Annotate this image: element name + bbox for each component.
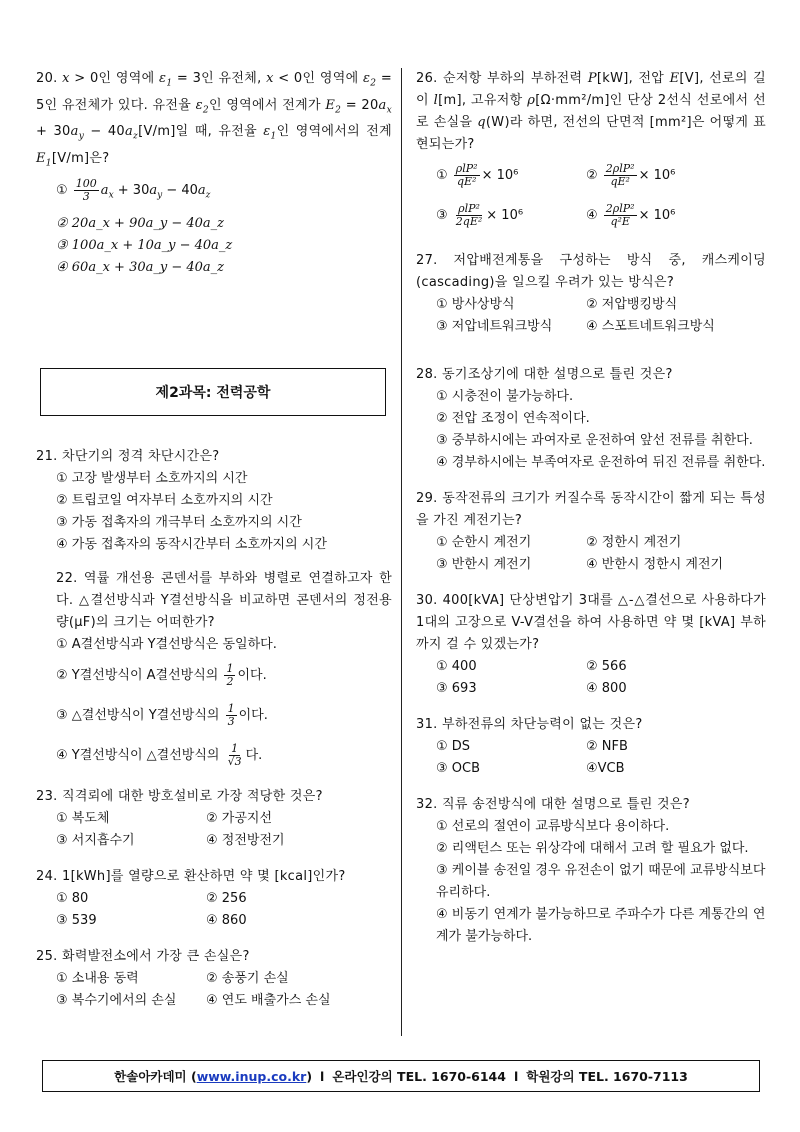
question-26-text: 26. 순저항 부하의 부하전력 P[kW], 전압 E[V], 선로의 길이 l[m], 고유저항 ρ[Ω·mm²/m]인 단상 2선식 선로에서 선로 손실을 q(W)라 하면, 전선의 단면적 [mm²]은 어떻게 표현되는가? xyxy=(416,71,767,152)
question-32-text: 32. 직류 송전방식에 대한 설명으로 틀린 것은? xyxy=(416,797,690,812)
q28-option-2: ② 전압 조정이 연속적이다. xyxy=(436,411,590,426)
q32-option-1: ① 선로의 절연이 교류방식보다 용이하다. xyxy=(436,819,670,834)
question-31 xyxy=(416,714,766,780)
q31-option-3: ③ OCB xyxy=(436,761,481,776)
question-30 xyxy=(416,590,766,700)
q25-option-3: ③ 복수기에서의 손실 xyxy=(56,993,177,1008)
q24-option-3: ③ 539 xyxy=(56,913,97,928)
q24-option-2: ② 256 xyxy=(206,891,247,906)
q23-option-2: ② 가공지선 xyxy=(206,811,273,826)
q21-option-3: ③ 가동 접촉자의 개극부터 소호까지의 시간 xyxy=(56,515,302,530)
q20-option-4: ④ 60a_x + 30a_y − 40a_z xyxy=(56,259,225,275)
column-divider xyxy=(401,68,402,1036)
q26-option-4: ④ $\frac{\text{2ρlP²}}{\text{q²E}}$ × 10⁶ xyxy=(586,202,676,228)
q24-option-4: ④ 860 xyxy=(206,913,247,928)
question-20 xyxy=(36,68,393,275)
question-29 xyxy=(416,488,766,576)
q23-option-1: ① 복도체 xyxy=(56,811,110,826)
q21-option-1: ① 고장 발생부터 소호까지의 시간 xyxy=(56,471,248,486)
footer-separator: l xyxy=(320,1068,325,1084)
question-28-text: 28. 동기조상기에 대한 설명으로 틀린 것은? xyxy=(416,367,673,382)
question-21 xyxy=(36,446,392,556)
q30-option-3: ③ 693 xyxy=(436,681,477,696)
q27-option-4: ④ 스포트네트워크방식 xyxy=(586,319,715,334)
question-22 xyxy=(36,568,392,776)
q28-option-3: ③ 중부하시에는 과여자로 운전하여 앞선 전류를 취한다. xyxy=(436,433,753,448)
q32-option-3: ③ 케이블 송전일 경우 유전손이 없기 때문에 교류방식보다 유리하다. xyxy=(436,863,766,900)
q25-option-4: ④ 연도 배출가스 손실 xyxy=(206,993,331,1008)
q24-option-1: ① 80 xyxy=(56,891,89,906)
right-column xyxy=(416,68,766,948)
question-32 xyxy=(416,794,766,948)
question-29-text: 29. 동작전류의 크기가 커질수록 동작시간이 짧게 되는 특성을 가진 계전기는? xyxy=(416,491,766,528)
footer-url-link[interactable]: www.inup.co.kr xyxy=(196,1068,307,1084)
q30-option-2: ② 566 xyxy=(586,659,627,674)
left-column xyxy=(36,68,392,1012)
subject-title-box xyxy=(40,368,386,416)
q22-option-2: ② Y결선방식이 A결선방식의 $\frac{1}{2}$ 이다. xyxy=(56,662,267,688)
q32-option-4: ④ 비동기 연계가 불가능하므로 주파수가 다른 계통간의 연계가 불가능하다. xyxy=(436,907,766,944)
q25-option-2: ② 송풍기 손실 xyxy=(206,971,289,986)
q31-option-4: ④VCB xyxy=(586,761,625,776)
q22-option-4: ④ Y결선방식이 △결선방식의 $\frac{1}{√3}$ 다. xyxy=(56,742,263,768)
question-27-text: 27. 저압배전계통을 구성하는 방식 중, 캐스케이딩(cascading)을 일으킬 우려가 있는 방식은? xyxy=(416,253,766,290)
footer-online-tel: 온라인강의 TEL. 1670-6144 xyxy=(332,1069,506,1084)
footer-separator: l xyxy=(513,1068,519,1084)
question-31-text: 31. 부하전류의 차단능력이 없는 것은? xyxy=(416,717,643,732)
footer-academy: 한솔아카데미 xyxy=(114,1069,187,1084)
q28-option-4: ④ 경부하시에는 부족여자로 운전하여 뒤진 전류를 취한다. xyxy=(436,455,766,470)
question-21-text: 21. 차단기의 정격 차단시간은? xyxy=(36,449,220,464)
q27-option-1: ① 방사상방식 xyxy=(436,297,515,312)
q22-option-1: ① A결선방식과 Y결선방식은 동일하다. xyxy=(56,637,277,652)
q23-option-4: ④ 정전방전기 xyxy=(206,833,285,848)
q26-option-1: ① $\frac{\text{ρlP²}}{\text{qE²}}$ × 10⁶ xyxy=(436,162,519,188)
footer-offline-tel: 학원강의 TEL. 1670-7113 xyxy=(526,1069,688,1084)
q30-option-1: ① 400 xyxy=(436,659,477,674)
question-27 xyxy=(416,250,766,338)
q29-option-2: ② 정한시 계전기 xyxy=(586,535,682,550)
q22-option-3: ③ △결선방식이 Y결선방식의 $\frac{1}{3}$ 이다. xyxy=(56,702,268,728)
q32-option-2: ② 리액턴스 또는 위상각에 대해서 고려 할 필요가 없다. xyxy=(436,841,749,856)
question-22-text: 22. 역률 개선용 콘덴서를 부하와 병렬로 연결하고자 한다. △결선방식과 Y결선방식을 비교하면 콘덴서의 정전용량(μF)의 크기는 어떠한가? xyxy=(56,571,392,630)
q26-option-2: ② $\frac{\text{2ρlP²}}{\text{qE²}}$ × 10⁶ xyxy=(586,162,676,188)
q31-option-2: ② NFB xyxy=(586,739,628,754)
question-30-text: 30. 400[kVA] 단상변압기 3대를 △-△결선으로 사용하다가 1대의 고장으로 V-V결선을 하여 사용하면 약 몇 [kVA] 부하까지 걸 수 있겠는가? xyxy=(416,593,766,652)
q30-option-4: ④ 800 xyxy=(586,681,627,696)
q28-option-1: ① 시충전이 불가능하다. xyxy=(436,389,574,404)
q26-option-3: ③ $\frac{\text{ρlP²}}{\text{2qE²}}$ × 10⁶ xyxy=(436,202,524,228)
q29-option-3: ③ 반한시 계전기 xyxy=(436,557,532,572)
question-24 xyxy=(36,866,392,932)
question-25-text: 25. 화력발전소에서 가장 큰 손실은? xyxy=(36,949,250,964)
q29-option-4: ④ 반한시 정한시 계전기 xyxy=(586,557,724,572)
subject-title: 제2과목: 전력공학 xyxy=(155,385,271,401)
question-23 xyxy=(36,786,392,852)
question-23-text: 23. 직격뢰에 대한 방호설비로 가장 적당한 것은? xyxy=(36,789,323,804)
question-20-text: 20. x > 0인 영역에 $\varepsilon_1 = 3$인 유전체, x < 0인 영역에 $\varepsilon_2 = 5$인 유전체가 있다. 유전율 $\varepsilon_2$인 영역에서 전계가 $E_2 = 20a_x + 30a_y - 40a_z[V/m]$일 때, 유전율 $\varepsilon_1$인 영역에서의 전계 $E_1[V/m]$은? xyxy=(36,71,393,169)
q23-option-3: ③ 서지흡수기 xyxy=(56,833,135,848)
q21-option-2: ② 트립코일 여자부터 소호까지의 시간 xyxy=(56,493,273,508)
q29-option-1: ① 순한시 계전기 xyxy=(436,535,532,550)
q27-option-3: ③ 저압네트워크방식 xyxy=(436,319,553,334)
q25-option-1: ① 소내용 동력 xyxy=(56,971,139,986)
footer-bar: 한솔아카데미 ( www.inup.co.kr ) l 온라인강의 TEL. 1670-6144 l 학원강의 TEL. 1670-7113 xyxy=(42,1060,760,1092)
q21-option-4: ④ 가동 접촉자의 동작시간부터 소호까지의 시간 xyxy=(56,537,327,552)
question-28 xyxy=(416,364,766,474)
q20-option-1: ① $\frac{100}{3}$ $a_x + 30a_y - 40a_z$ xyxy=(56,177,211,204)
q20-option-2: ② 20a_x + 90a_y − 40a_z xyxy=(56,215,225,231)
q31-option-1: ① DS xyxy=(436,739,471,754)
question-24-text: 24. 1[kWh]를 열량으로 환산하면 약 몇 [kcal]인가? xyxy=(36,869,346,884)
question-26 xyxy=(416,68,766,236)
q27-option-2: ② 저압뱅킹방식 xyxy=(586,297,678,312)
question-25 xyxy=(36,946,392,1012)
q20-option-3: ③ 100a_x + 10a_y − 40a_z xyxy=(56,237,233,253)
